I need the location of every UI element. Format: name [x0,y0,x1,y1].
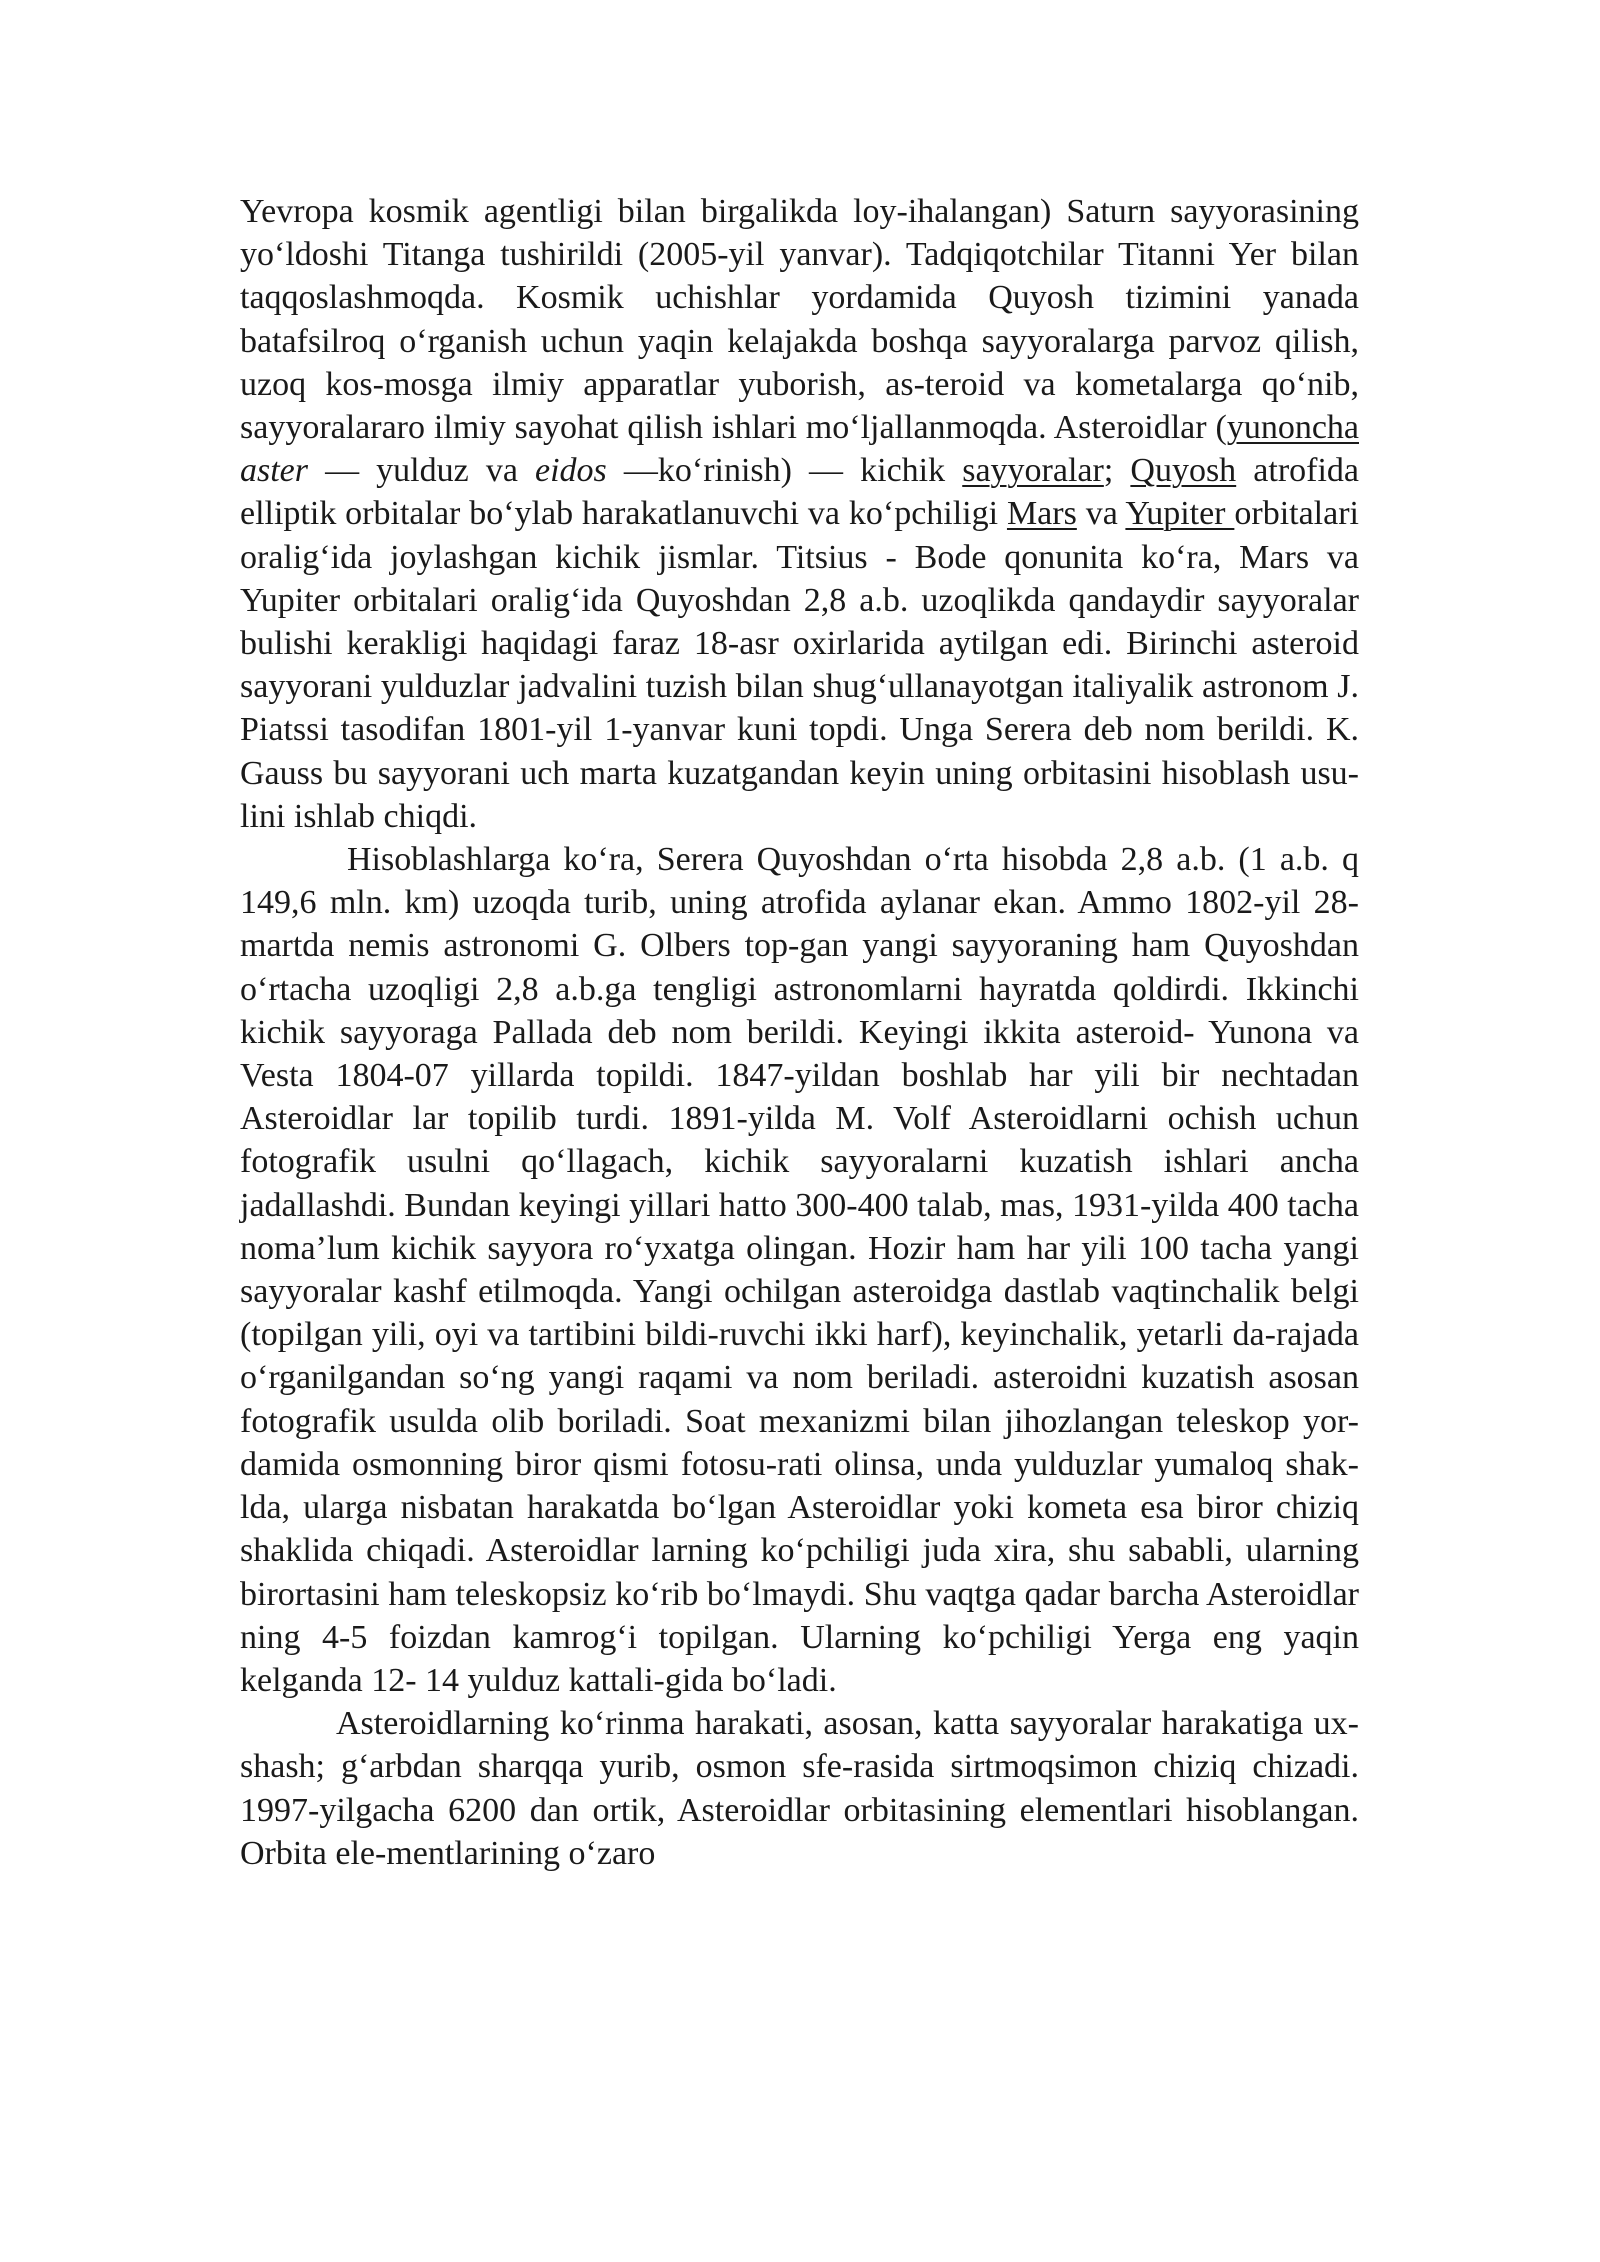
link-yunoncha[interactable]: yunoncha [1226,409,1359,447]
paragraph-text: atrofida elliptik orbitalar bo‘ylab harakatlanuvchi va ko‘pchiligi [240,452,1359,533]
link-sayyoralar[interactable]: sayyoralar [962,452,1104,490]
paragraph-text: ; [1103,452,1131,490]
paragraph-text: —ko‘rinish) — kichik [606,452,963,490]
paragraph-2: Hisoblashlarga ko‘ra, Serera Quyoshdan o‘rta hisobda 2,8 a.b. (1 a.b. q 149,6 mln. km) uzoqda turib, uning atrofida aylanar ekan. Ammo 1802-yil 28-martda nemis astronomi G. Olbers top-gan yangi sayyoraning ham Quyoshdan o‘rtacha uzoqligi 2,8 a.b.ga tengligi astronomlarni hayratda qoldirdi. Ikkinchi kichik sayyoraga Pallada deb nom berildi. Keyingi ikkita asteroid- Yunona va Vesta 1804-07 yillarda topildi. 1847-yildan boshlab har yili bir nechtadan Asteroidlar lar topilib turdi. 1891-yilda M. Volf Asteroidlarni ochish uchun fotografik usulni qo‘llagach, kichik sayyoralarni kuzatish ishlari ancha jadallashdi. Bundan keyingi yillari hatto 300-400 talab, mas, 1931-yilda 400 tacha noma’lum kichik sayyora ro‘yxatga olingan. Hozir ham har yili 100 tacha yangi sayyoralar kashf etilmoqda. Yangi ochilgan asteroidga dastlab vaqtinchalik belgi (topilgan yili, oyi va tartibini bildi-ruvchi ikki harf), keyinchalik, yetarli da-rajada o‘rganilgandan so‘ng yangi raqami va nom beriladi. asteroidni kuzatish asosan fotografik usulda olib boriladi. Soat mexanizmi bilan jihozlangan teleskop yor-damida osmonning biror qismi fotosu-rati olinsa, unda yulduzlar yumaloq shak-lda, ularga nisbatan harakatda bo‘lgan Asteroidlar yoki kometa esa biror chiziq shaklida chiqadi. Asteroidlar larning ko‘pchiligi juda xira, shu sababli, ularning birortasini ham teleskopsiz ko‘rib bo‘lmaydi. Shu vaqtga qadar barcha Asteroidlar ning 4-5 foizdan kamrog‘i topilgan. Ularning ko‘pchiligi Yerga eng yaqin kelganda 12- 14 yulduz kattali-gida bo‘ladi. [240,841,1359,1699]
paragraph-3: Asteroidlarning ko‘rinma harakati, asosan, katta sayyoralar harakatiga ux-shash; g‘arbdan sharqqa yurib, osmon sfe-rasida sirtmoqsimon chiziq chizadi. 1997-yilgacha 6200 dan ortik, Asteroidlar orbitasining elementlari hisoblangan. Orbita ele-mentlarining o‘zaro [240,1705,1359,1872]
term-eidos: eidos [535,452,607,490]
paragraph-text: orbitalari oralig‘ida joylashgan kichik jismlar. Titsius - Bode qonunita ko‘ra, Mars va Yupiter orbitalari oralig‘ida Quyoshdan 2,8 a.b. uzoqlikda qandaydir sayyoralar bulishi kerakligi haqidagi faraz 18-asr oxirlarida aytilgan edi. Birinchi asteroid sayyorani yulduzlar jadvalini tuzish bilan shug‘ullanayotgan italiyalik astronom J. Piatssi tasodifan 1801-yil 1-yanvar kuni topdi. Unga Serera deb nom berildi. K. Gauss bu sayyorani uch marta kuzatgandan keyin uning orbitasini hisoblash usu-lini ishlab chiqdi. [240,495,1359,835]
term-aster: aster [240,452,308,490]
paragraph-1 [240,190,1359,838]
paragraph-text: va [1076,495,1126,533]
link-yupiter[interactable]: Yupiter [1125,495,1235,533]
paragraph-text: Yevropa kosmik agentligi bilan birgalikda loy-ihalangan) Saturn sayyorasining yo‘ldoshi Titanga tushirildi (2005-yil yanvar). Tadqiqotchilar Titanni Yer bilan taqqoslashmoqda. Kosmik uchishlar yordamida Quyosh tizimini yanada batafsilroq o‘rganish uchun yaqin kelajakda boshqa sayyoralarga parvoz qilish, uzoq kos-mosga ilmiy apparatlar yuborish, as-teroid va kometalarga qo‘nib, sayyoralararo ilmiy sayohat qilish ishlari mo‘ljallanmoqda. Asteroidlar ( [240,193,1359,447]
paragraph-text: — yulduz va [308,452,535,490]
link-quyosh[interactable]: Quyosh [1130,452,1237,490]
document-page [240,190,1359,1875]
link-mars[interactable]: Mars [1006,495,1077,533]
